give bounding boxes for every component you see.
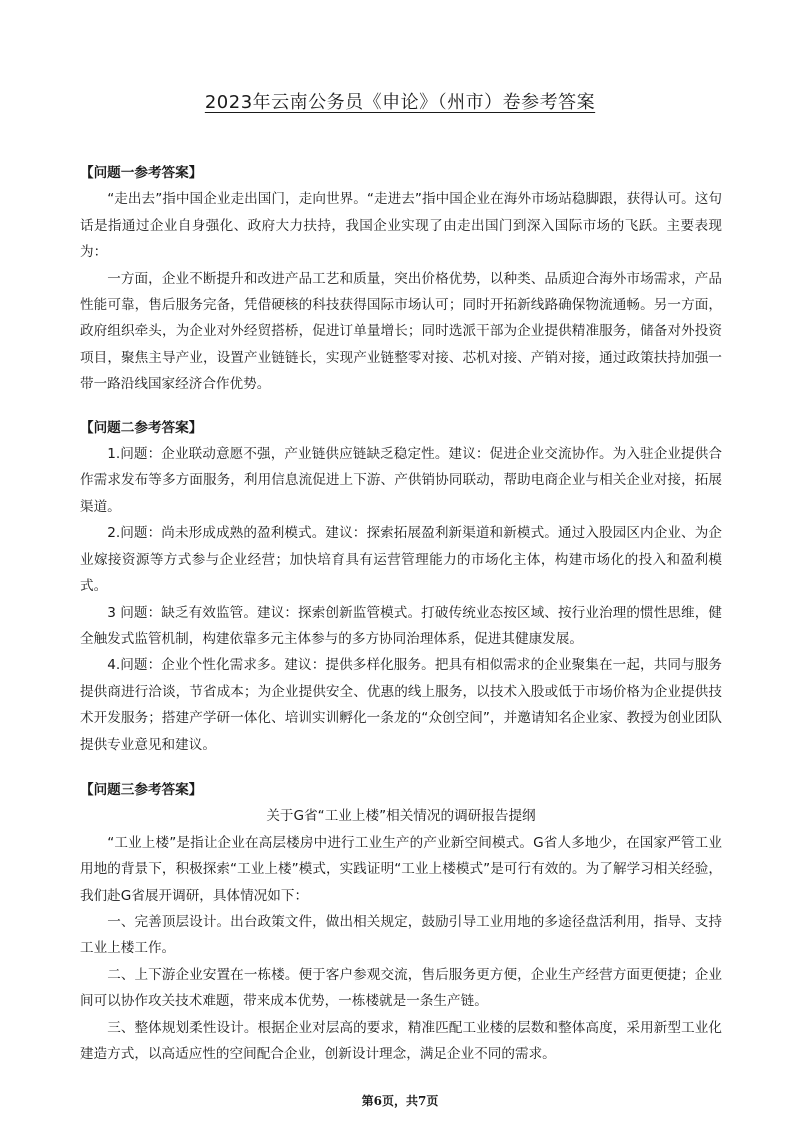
document-title: 2023年云南公务员《申论》（州市）卷参考答案	[204, 92, 596, 113]
document-body	[80, 160, 722, 1067]
section-3-paragraph: 二、上下游企业安置在一栋楼。便于客户参观交流，售后服务更方便，企业生产经营方面更便捷；企业间可以协作攻关技术难题，带来成本优势，一栋楼就是一条生产链。	[80, 966, 722, 1010]
section-1-paragraph: “走出去”指中国企业走出国门，走向世界。“走进去”指中国企业在海外市场站稳脚跟，获得认可。这句话是指通过企业自身强化、政府大力扶持，我国企业实现了由走出国门到深入国际市场的飞跃。主要表现为：	[80, 191, 722, 261]
page-number-footer: 第6页，共7页	[361, 1094, 439, 1108]
section-3-paragraph: “工业上楼”是指让企业在高层楼房中进行工业生产的产业新空间模式。G省人多地少，在国家严管工业用地的背景下，积极探索“工业上楼”模式，实践证明“工业上楼模式”是可行有效的。为了解学习相关经验，我们赴G省展开调研，具体情况如下：	[80, 834, 722, 904]
section-spacer	[80, 758, 722, 777]
report-outline-title: 关于G省“工业上楼”相关情况的调研报告提纲	[266, 808, 536, 825]
section-2-paragraph: 1.问题：企业联动意愿不强，产业链供应链缺乏稳定性。建议：促进企业交流协作。为入驻企业提供合作需求发布等多方面服务，利用信息流促进上下游、产供销协同联动，帮助电商企业与相关企业对接，拓展渠道。	[80, 446, 722, 515]
section-3-paragraph: 一、完善顶层设计。出台政策文件，做出相关规定，鼓励引导工业用地的多途径盘活利用，指导、支持工业上楼工作。	[80, 913, 722, 957]
section-1-heading: 【问题一参考答案】	[80, 165, 203, 181]
section-2-paragraph: 3 问题：缺乏有效监管。建议：探索创新监管模式。打破传统业态按区域、按行业治理的惯性思维，健全触发式监管机制，构建依靠多元主体参与的多方协同治理体系，促进其健康发展。	[80, 604, 722, 647]
section-spacer	[80, 398, 722, 415]
section-3-heading: 【问题三参考答案】	[80, 781, 203, 798]
section-3-paragraph: 三、整体规划柔性设计。根据企业对层高的要求，精准匹配工业楼的层数和整体高度，采用新型工业化建造方式，以高适应性的空间配合企业，创新设计理念，满足企业不同的需求。	[80, 1019, 722, 1062]
section-2-paragraph: 4.问题：企业个性化需求多。建议：提供多样化服务。把具有相似需求的企业聚集在一起，共同与服务提供商进行洽谈，节省成本；为企业提供安全、优惠的线上服务，以技术入股或低于市场价格为企业提供技术开发服务；搭建产学研一体化、培训实训孵化一条龙的“众创空间”，并邀请知名企业家、教授为创业团队提供专业意见和建议。	[80, 657, 722, 753]
section-2-heading: 【问题二参考答案】	[80, 419, 203, 436]
section-1-paragraph: 一方面，企业不断提升和改进产品工艺和质量，突出价格优势，以种类、品质迎合海外市场需求，产品性能可靠，售后服务完备，凭借硬核的科技获得国际市场认可；同时开拓新线路确保物流通畅。另一方面，政府组织牵头，为企业对外经贸搭桥，促进订单量增长；同时选派干部为企业提供精准服务，储备对外投资项目，聚焦主导产业，设置产业链链长，实现产业链整零对接、芯机对接、产销对接，通过政策扶持加强一带一路沿线国家经济合作优势。	[80, 270, 722, 393]
section-2-paragraph: 2.问题：尚未形成成熟的盈利模式。建议：探索拓展盈利新渠道和新模式。通过入股园区内企业、为企业嫁接资源等方式参与企业经营；加快培育具有运营管理能力的市场化主体，构建市场化的投入和盈利模式。	[80, 525, 722, 595]
